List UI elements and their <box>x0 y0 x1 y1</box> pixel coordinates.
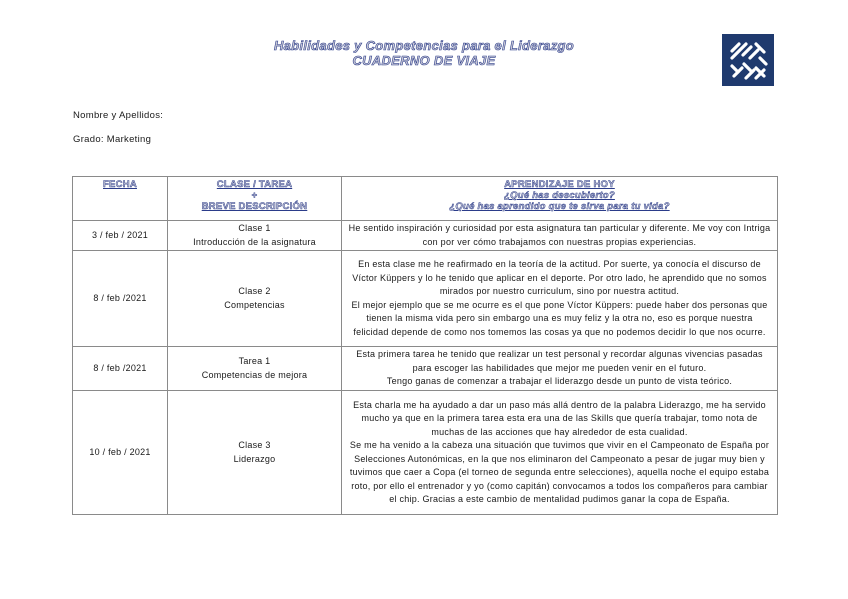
learning-column-header: APRENDIZAJE DE HOY ¿Qué has descubierto? ¿Qué has aprendido que te sirva para tu vida? <box>342 177 778 221</box>
row-learning: He sentido inspiración y curiosidad por esta asignatura tan particular y diferente. Me voy con Intriga con por ver cómo trabajamos con nuestras propias experiencias. <box>342 221 778 251</box>
journal-table <box>72 176 778 515</box>
class-title: Clase 1 <box>238 223 271 233</box>
document-title: Habilidades y Competencias para el Liderazgo <box>273 38 574 53</box>
class-description: Introducción de la asignatura <box>193 236 316 247</box>
row-learning: Esta charla me ha ayudado a dar un paso más allá dentro de la palabra Liderazgo, me ha servido mucho ya que en la primera tarea esta era una de las Skills que quería trabajar, tomo nota de muchas de las acciones que hay alrededor de esta cualidad. Se me ha venido a la cabeza una situación que tuvimos que vivir en el Campeonato de España por Selecciones Autonómicas, en la que nos eliminaron del Campeonato a pesar de jugar muy bien y tuvimos que caer a Copa (el torneo de segunda entre selecciones), aquella noche el equipo estaba roto, por ello el entrenador y yo (como capitán) convocamos a todos los compañeros para cambiar el chip. Gracias a este cambio de mentalidad pudimos ganar la copa de España. <box>342 391 778 515</box>
class-description: Liderazgo <box>233 453 276 464</box>
institution-logo-icon <box>722 34 774 86</box>
table-row <box>73 391 778 515</box>
class-title: Clase 2 <box>238 286 271 296</box>
row-date: 8 / feb /2021 <box>73 251 168 347</box>
class-description: Competencias de mejora <box>201 369 308 380</box>
grade-field-label: Grado: Marketing <box>73 134 152 145</box>
table-header-row <box>73 177 778 221</box>
row-learning: En esta clase me he reafirmado en la teoría de la actitud. Por suerte, ya conocía el discurso de Víctor Küppers y lo he tenido que aplicar en el deporte. Por otro lado, he aprendido que no somos mirados por nuestro curriculum, sino por nuestra actitud. El mejor ejemplo que se me ocurre es el que pone Víctor Küppers: puede haber dos personas que tienen la misma vida pero sin embargo una es muy feliz y la otra no, eso es porque nuestra felicidad depende de como nos tomemos las cosas ya que no podemos decidir lo que nos ocurre. <box>342 251 778 347</box>
document-header <box>0 38 848 68</box>
class-title: Clase 3 <box>238 440 271 450</box>
class-title: Tarea 1 <box>238 356 271 366</box>
class-column-header: CLASE / TAREA + BREVE DESCRIPCIÓN <box>168 177 342 221</box>
row-date: 10 / feb / 2021 <box>73 391 168 515</box>
row-class <box>168 221 342 251</box>
row-class <box>168 391 342 515</box>
document-subtitle: CUADERNO DE VIAJE <box>352 53 496 68</box>
row-date: 3 / feb / 2021 <box>73 221 168 251</box>
row-class <box>168 347 342 391</box>
name-field-label: Nombre y Apellidos: <box>73 110 164 121</box>
class-description: Competencias <box>224 299 285 310</box>
table-row <box>73 221 778 251</box>
row-learning: Esta primera tarea he tenido que realizar un test personal y recordar algunas vivencias pasadas para escoger las habilidades que mejor me pueden venir en el futuro. Tengo ganas de comenzar a trabajar el liderazgo desde un punto de vista teórico. <box>342 347 778 391</box>
row-class <box>168 251 342 347</box>
row-date: 8 / feb /2021 <box>73 347 168 391</box>
table-row <box>73 347 778 391</box>
table-row <box>73 251 778 347</box>
date-column-header: FECHA <box>73 177 168 221</box>
